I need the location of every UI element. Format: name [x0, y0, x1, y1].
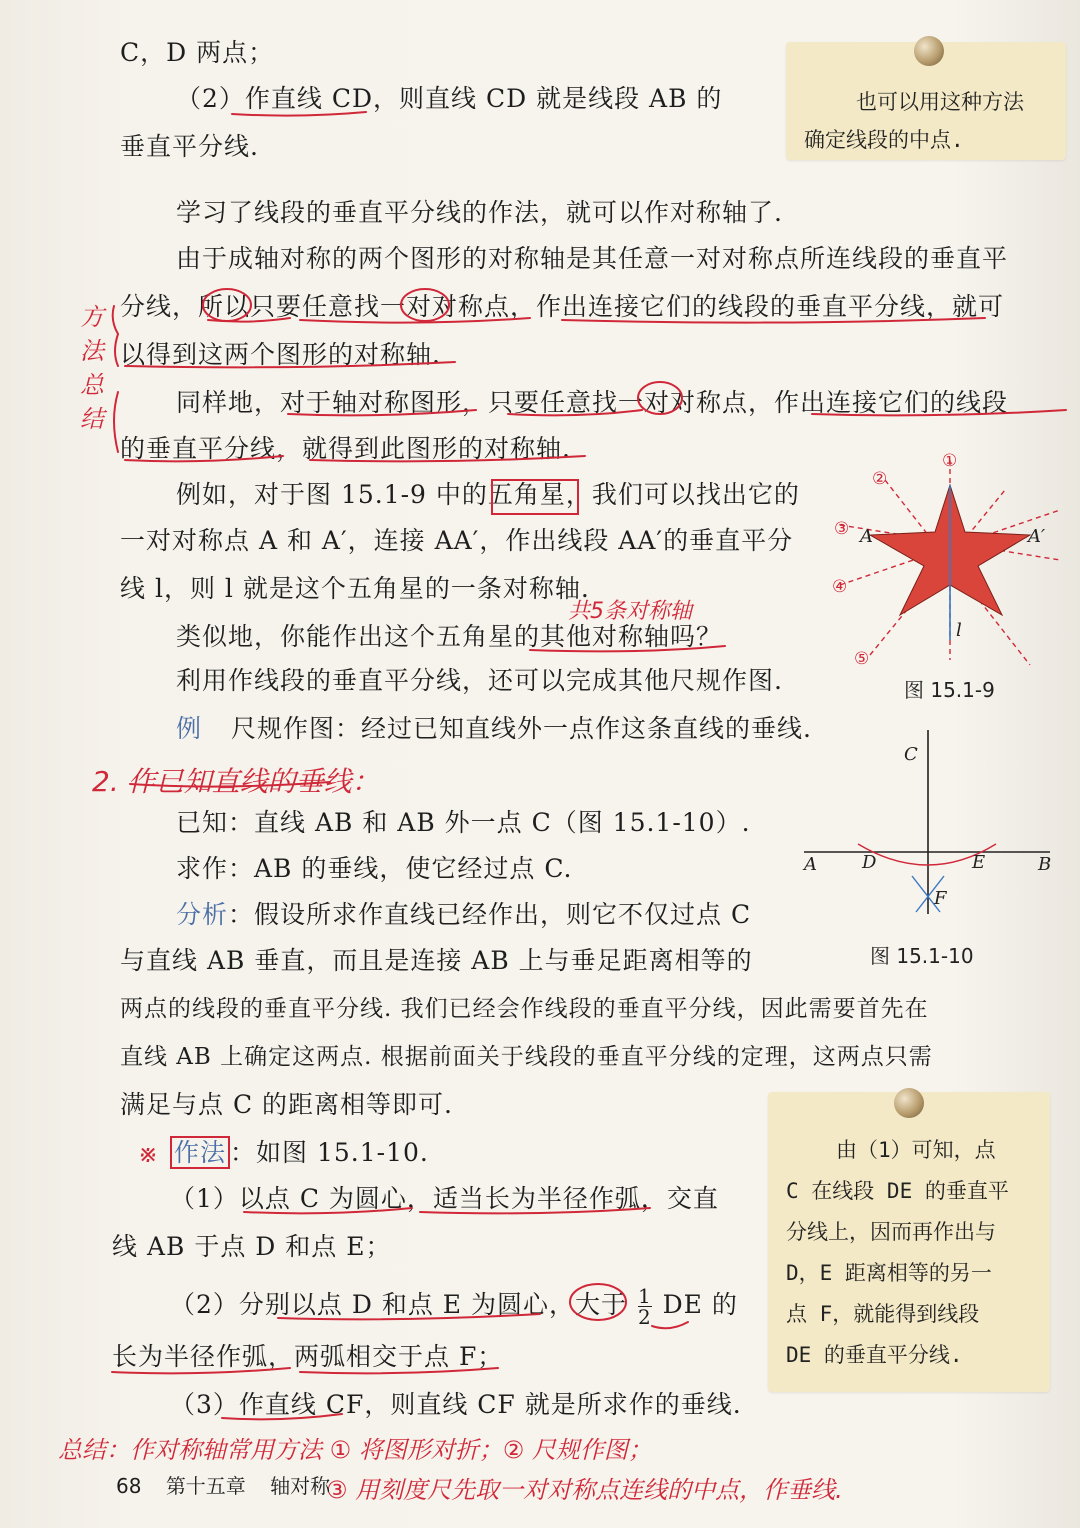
note-text: C 在线段 DE 的垂直平 [786, 1179, 1009, 1203]
sticky-note [768, 1092, 1050, 1392]
page-number: 68 [116, 1474, 142, 1498]
underline-mark [652, 1322, 688, 1328]
paragraph-line: 的垂直平分线，就得到此图形的对称轴. [120, 434, 571, 463]
label-D: D [862, 852, 877, 873]
step-text: DE 的 [662, 1290, 738, 1319]
example-text: 尺规作图：经过已知直线外一点作这条直线的垂线. [230, 714, 812, 743]
figure-caption: 图 15.1-10 [870, 944, 974, 968]
figure-caption: 图 15.1-9 [904, 678, 995, 702]
find-line: 求作：AB 的垂线，使它经过点 C. [176, 854, 573, 883]
paragraph-line: 类似地，你能作出这个五角星的其他对称轴吗？ [176, 622, 723, 651]
circle-mark [401, 289, 449, 321]
chapter-title: 轴对称 [270, 1474, 331, 1498]
underline-mark [112, 1208, 650, 1419]
note-text: D，E 距离相等的另一 [786, 1261, 992, 1285]
underline-mark [530, 646, 725, 651]
mark-2: ② [872, 469, 888, 489]
paragraph-line: 线 l，则 l 就是这个五角星的一条对称轴. [120, 574, 590, 603]
analysis-line: 与直线 AB 垂直，而且是连接 AB 上与垂足距离相等的 [120, 946, 753, 975]
method-label: 作法 [170, 1136, 230, 1169]
step-text: （2）分别以点 D 和点 E 为圆心，大于 [170, 1290, 627, 1319]
summary-note: ③ 用刻度尺先取一对对称点连线的中点，作垂线. [326, 1476, 843, 1504]
step-line: 长为半径作弧，两弧相交于点 F； [112, 1342, 504, 1371]
paragraph-line: 学习了线段的垂直平分线的作法，就可以作对称轴了. [176, 198, 783, 227]
chapter-number: 第十五章 [165, 1474, 246, 1498]
circle-mark [570, 1284, 626, 1320]
step-line: （1）以点 C 为圆心，适当长为半径作弧，交直 [170, 1184, 719, 1213]
mark-4: ④ [832, 577, 848, 597]
mark-5: ⑤ [854, 649, 870, 669]
analysis-line: 直线 AB 上确定这两点. 根据前面关于线段的垂直平分线的定理，这两点只需 [120, 1044, 933, 1070]
label-A: A [804, 854, 817, 875]
underline-mark [232, 112, 366, 116]
note-text: 点 F，就能得到线段 [786, 1302, 980, 1326]
label-C: C [904, 744, 918, 765]
paragraph-line: 利用作线段的垂直平分线，还可以完成其他尺规作图. [176, 666, 783, 695]
star-mark: ※ [138, 1140, 159, 1168]
label-l: l [956, 620, 962, 641]
circle-mark [203, 289, 251, 321]
box-mark [492, 480, 578, 514]
paragraph-line: 分线，所以只要任意找一对对称点，作出连接它们的线段的垂直平分线，就可 [120, 292, 1005, 321]
mark-1: ① [942, 451, 958, 471]
analysis-label: 分析 [176, 900, 229, 929]
label-A: A [860, 526, 873, 547]
example-label: 例 [176, 714, 203, 743]
paragraph-line: 例如，对于图 15.1-9 中的五角星，我们可以找出它的 [176, 480, 800, 509]
analysis-line: 两点的线段的垂直平分线. 我们已经会作线段的垂直平分线，因此需要首先在 [120, 996, 929, 1022]
text-line: 垂直平分线. [120, 132, 259, 161]
pushpin-icon [914, 36, 944, 66]
analysis-line: 满足与点 C 的距离相等即可. [120, 1090, 453, 1119]
figure-star [830, 450, 1070, 680]
label-B: B [1038, 854, 1052, 875]
fraction-denominator: 2 [637, 1305, 652, 1329]
page-footer [116, 1470, 330, 1499]
axes-count-note: 共5条对称轴 [568, 599, 692, 624]
text-line: C，D 两点； [120, 38, 275, 67]
circle-mark [638, 382, 682, 414]
paragraph-line: 一对对称点 A 和 A′，连接 AA′，作出线段 AA′的垂直平分 [120, 526, 794, 555]
paragraph-line: 以得到这两个图形的对称轴. [120, 340, 441, 369]
step-line: （3）作直线 CF，则直线 CF 就是所求作的垂线. [170, 1390, 742, 1419]
label-F: F [934, 888, 947, 909]
pushpin-icon [894, 1088, 924, 1118]
mark-3: ③ [834, 519, 850, 539]
summary-note: 总结：作对称轴常用方法 ① 将图形对折；② 尺规作图； [58, 1436, 652, 1464]
note-text: 确定线段的中点. [804, 128, 964, 152]
text-line: （2）作直线 CD，则直线 CD 就是线段 AB 的 [176, 84, 723, 113]
side-handwritten-note: 方法总结 [80, 303, 104, 433]
note-text: 分线上，因而再作出与 [786, 1220, 996, 1244]
note-text: 也可以用这种方法 [856, 90, 1024, 114]
fraction-numerator: 1 [637, 1284, 652, 1308]
label-E: E [972, 852, 986, 873]
handwritten-heading: 2. 作已知直线的垂线： [92, 765, 380, 798]
note-text: 由（1）可知，点 [836, 1138, 996, 1162]
paragraph-line: 由于成轴对称的两个图形的对称轴是其任意一对对称点所连线段的垂直平 [176, 244, 1009, 273]
figure-perpendicular [800, 726, 1070, 926]
label-A-prime: A′ [1028, 526, 1046, 547]
note-text: DE 的垂直平分线. [786, 1343, 963, 1367]
sticky-note [786, 42, 1066, 160]
underline-mark [125, 318, 985, 367]
analysis-text: ：假设所求作直线已经作出，则它不仅过点 C [228, 900, 752, 929]
known-line: 已知：直线 AB 和 AB 外一点 C（图 15.1-10）. [176, 808, 751, 837]
paragraph-line: 同样地，对于轴对称图形，只要任意找一对对称点，作出连接它们的线段 [176, 388, 1009, 417]
step-line: 线 AB 于点 D 和点 E； [112, 1232, 392, 1261]
method-text: ：如图 15.1-10. [230, 1138, 429, 1167]
